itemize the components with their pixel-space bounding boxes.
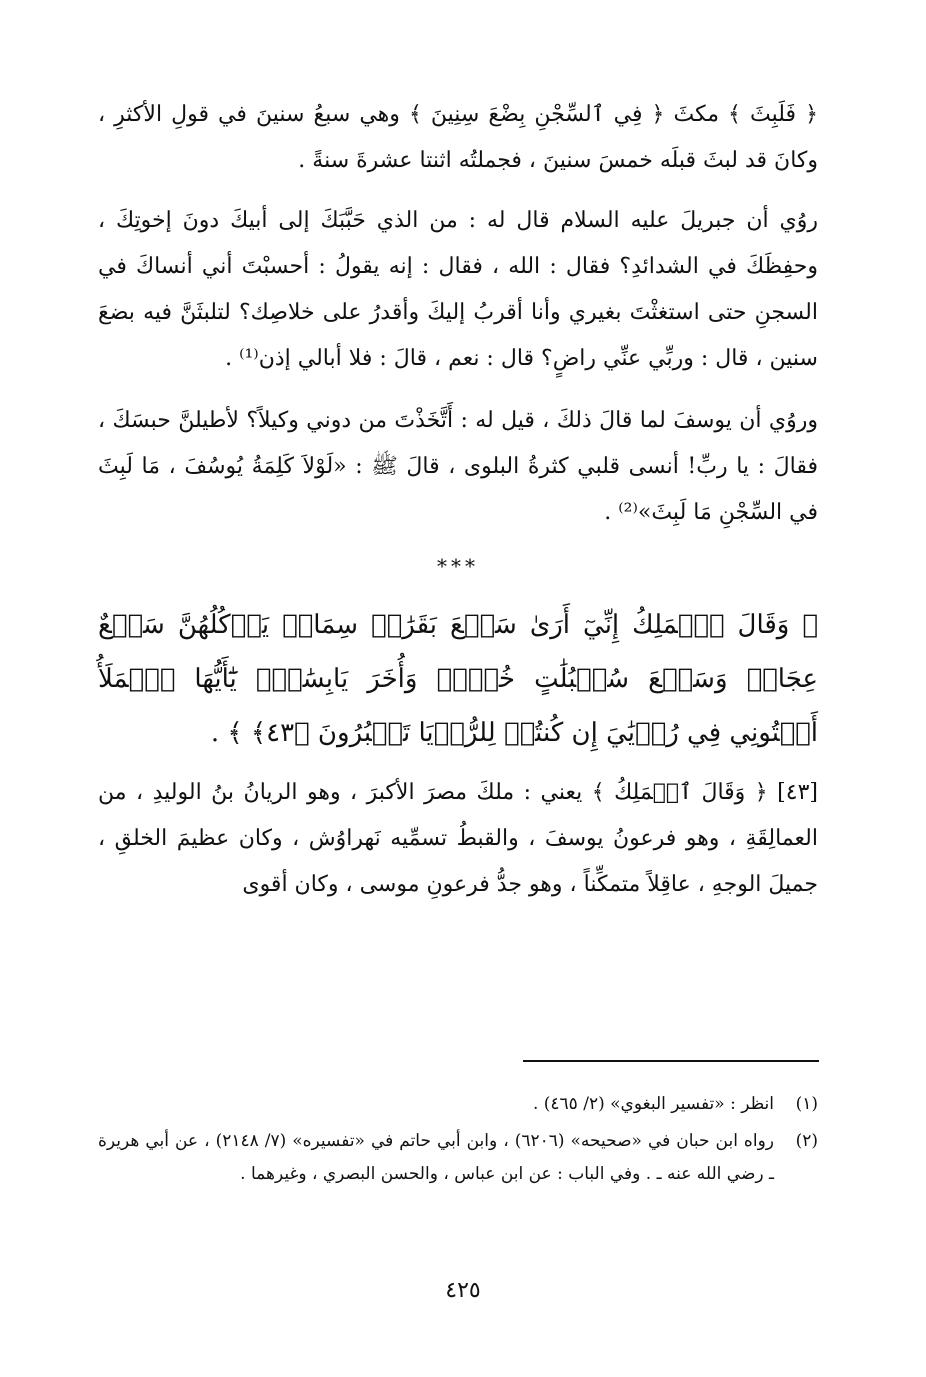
footnote-2 [98,1125,818,1191]
footnote-number: (٢) [795,1131,818,1151]
page-body [98,92,818,908]
footnote-1 [98,1088,818,1121]
footnote-number: (١) [795,1094,818,1114]
paragraph-3: وروُي أن يوسفَ لما قالَ ذلكَ ، قيل له : أَتَّخَذْتَ من دوني وكيلاً؟ لأطيلنَّ حبسَكَ ، فقالَ : يا ربِّ! أنسى قلبي كثرةُ البلوى ، قالَ ﷺ : «لَوْلاَ كَلِمَةُ يُوسُفَ ، مَا لَبِثَ في السِّجْنِ مَا لَبِثَ»⁽²⁾ . [98,408,818,525]
footnote-text: رواه ابن حبان في «صحيحه» (٦٢٠٦) ، وابن أبي حاتم في «تفسيره» (٧/ ٢١٤٨) ، عن أبي هريرة ـ رضي الله عنه ـ . وفي الباب : عن ابن عباس ، والحسن البصري ، وغيرهما . [98,1131,774,1184]
paragraph-2: روُي أن جبريلَ عليه السلام قال له : من الذي حَبَّبَكَ إلى أبيكَ دونَ إخوتِكَ ، وحفِظَكَ في الشدائدِ؟ فقال : الله ، فقال : إنه يقولُ : أحسبْتَ أني أنساكَ في السجنِ حتى استغثْتَ بغيري وأنا أقربُ إليكَ وأقدرُ على خلاصِك؟ لتلبثَنَّ فيه بضعَ سنين ، قال : وربِّي عنِّي راضٍ؟ قال : نعم ، قالَ : فلا أبالي إذن⁽¹⁾ . [98,208,818,371]
footnote-text: انظر : «تفسير البغوي» (٢/ ٤٦٥) . [532,1094,774,1114]
page-number: ٤٢٥ [445,1278,481,1303]
quran-verse: ﴿ وَقَالَ ٱلۡمَلِكُ إِنِّيٓ أَرَىٰ سَبۡعَ بَقَرَٰتٖ سِمَانٖ يَأۡكُلُهُنَّ سَبۡعٌ عِجَافٞ وَسَبۡعَ سُنۢبُلَٰتٍ خُضۡرٖ وَأُخَرَ يَابِسَٰتٖۖ يَٰٓأَيُّهَا ٱلۡمَلَأُ أَفۡتُونِي فِي رُءۡيَٰيَ إِن كُنتُمۡ لِلرُّءۡيَا تَعۡبُرُونَ ﴿٤٣﴾ ﴾ . [98,610,818,748]
footnotes [98,1088,818,1195]
section-separator: *** [437,554,479,578]
tafsir-paragraph: [٤٣] ﴿ وَقَالَ ٱلۡمَلِكُ ﴾ يعني : ملكَ مصرَ الأكبرَ ، وهو الريانُ بنُ الوليدِ ، من العمالِقَةِ ، وهو فرعونُ يوسفَ ، والقبطُ تسمِّيه نَهراوُش ، وكان عظيمَ الخلقِ ، جميلَ الوجهِ ، عاقِلاً متمكِّناً ، وهو جدُّ فرعونِ موسى ، وكان أقوى [98,780,818,897]
paragraph-1: ﴿ فَلَبِثَ ﴾ مكثَ ﴿ فِي ٱلسِّجْنِ بِضْعَ سِنِينَ ﴾ وهي سبعُ سنينَ في قولِ الأكثرِ ، وكانَ قد لبثَ قبلَه خمسَ سنينَ ، فجملتُه اثنتا عشرةَ سنةً . [98,102,818,173]
footnote-divider [523,1060,819,1062]
